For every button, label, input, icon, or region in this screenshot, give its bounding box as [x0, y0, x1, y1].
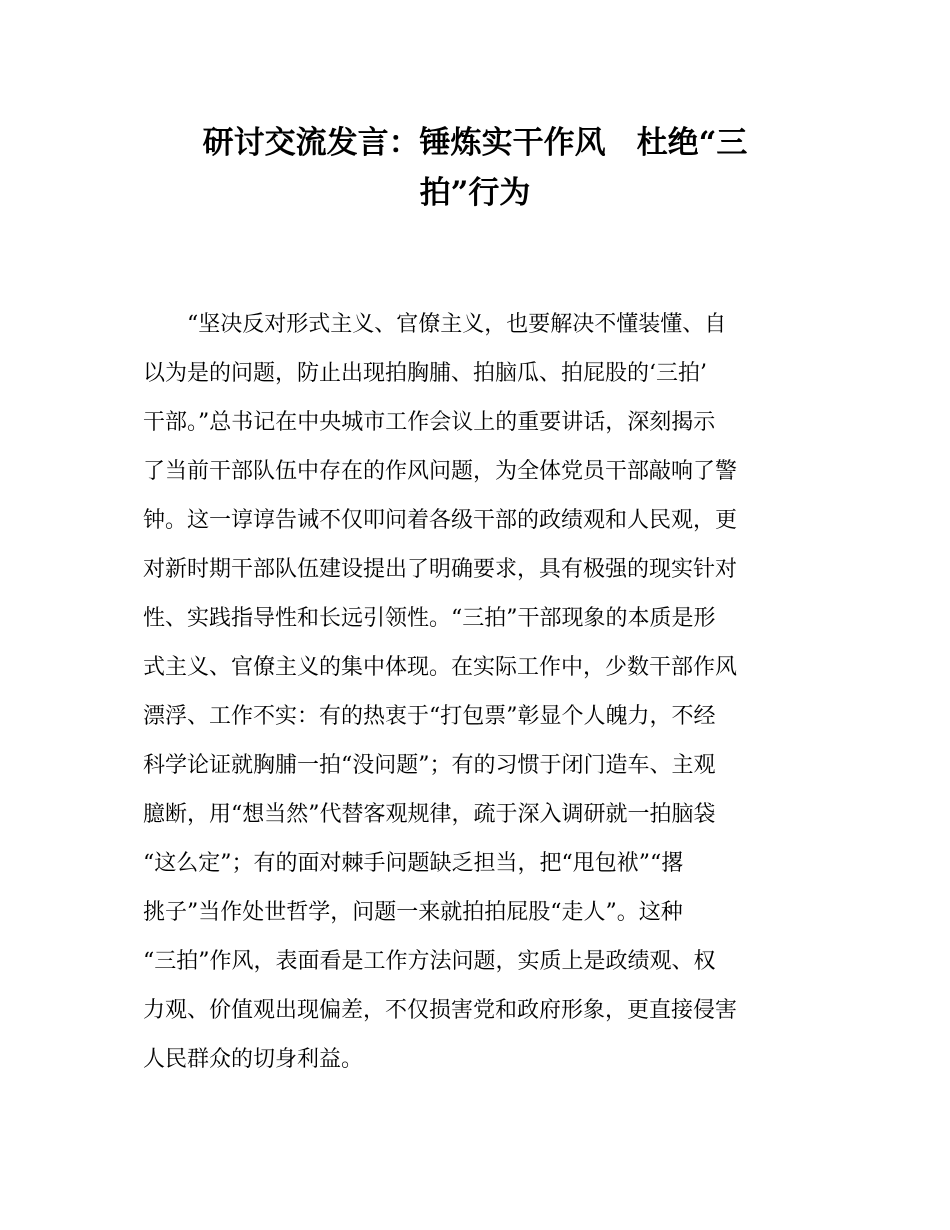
paragraph-line-10: 科学论证就胸脯一拍“没问题”；有的习惯于闭门造车、主观	[143, 753, 716, 778]
paragraph-line-14: “三拍”作风，表面看是工作方法问题，实质上是政绩观、权	[143, 949, 716, 974]
paragraph-line-6: 对新时期干部队伍建设提出了明确要求，具有极强的现实针对	[143, 557, 738, 582]
paragraph-line-5: 钟。这一谆谆告诫不仅叩问着各级干部的政绩观和人民观，更	[143, 508, 738, 533]
paragraph-line-11: 臆断，用“想当然”代替客观规律，疏于深入调研就一拍脑袋	[143, 802, 716, 827]
paragraph-line-15: 力观、价值观出现偏差，不仅损害党和政府形象，更直接侵害	[143, 998, 738, 1023]
paragraph-line-16: 人民群众的切身利益。	[143, 1047, 364, 1072]
paragraph-line-7: 性、实践指导性和长远引领性。“三拍”干部现象的本质是形	[143, 606, 716, 631]
paragraph-line-4: 了当前干部队伍中存在的作风问题，为全体党员干部敲响了警	[143, 459, 738, 484]
title-line-2: 拍”行为	[419, 175, 531, 211]
title-line-1: 研讨交流发言：锤炼实干作风 杜绝“三	[202, 125, 748, 161]
paragraph-line-3: 干部。”总书记在中央城市工作会议上的重要讲话，深刻揭示	[143, 410, 716, 435]
paragraph-line-13: 挑子”当作处世哲学，问题一来就拍拍屁股“走人”。这种	[143, 900, 683, 925]
paragraph-line-1: “坚决反对形式主义、官僚主义，也要解决不懂装懂、自	[187, 312, 727, 337]
paragraph-line-12: “这么定”；有的面对棘手问题缺乏担当，把“甩包袱”“撂	[143, 851, 684, 876]
paragraph-line-2: 以为是的问题，防止出现拍胸脯、拍脑瓜、拍屁股的‘三拍’	[143, 361, 707, 386]
document-title	[140, 118, 810, 218]
body-paragraph	[143, 300, 811, 1084]
paragraph-line-9: 漂浮、工作不实：有的热衷于“打包票”彰显个人魄力，不经	[143, 704, 716, 729]
paragraph-line-8: 式主义、官僚主义的集中体现。在实际工作中，少数干部作风	[143, 655, 738, 680]
